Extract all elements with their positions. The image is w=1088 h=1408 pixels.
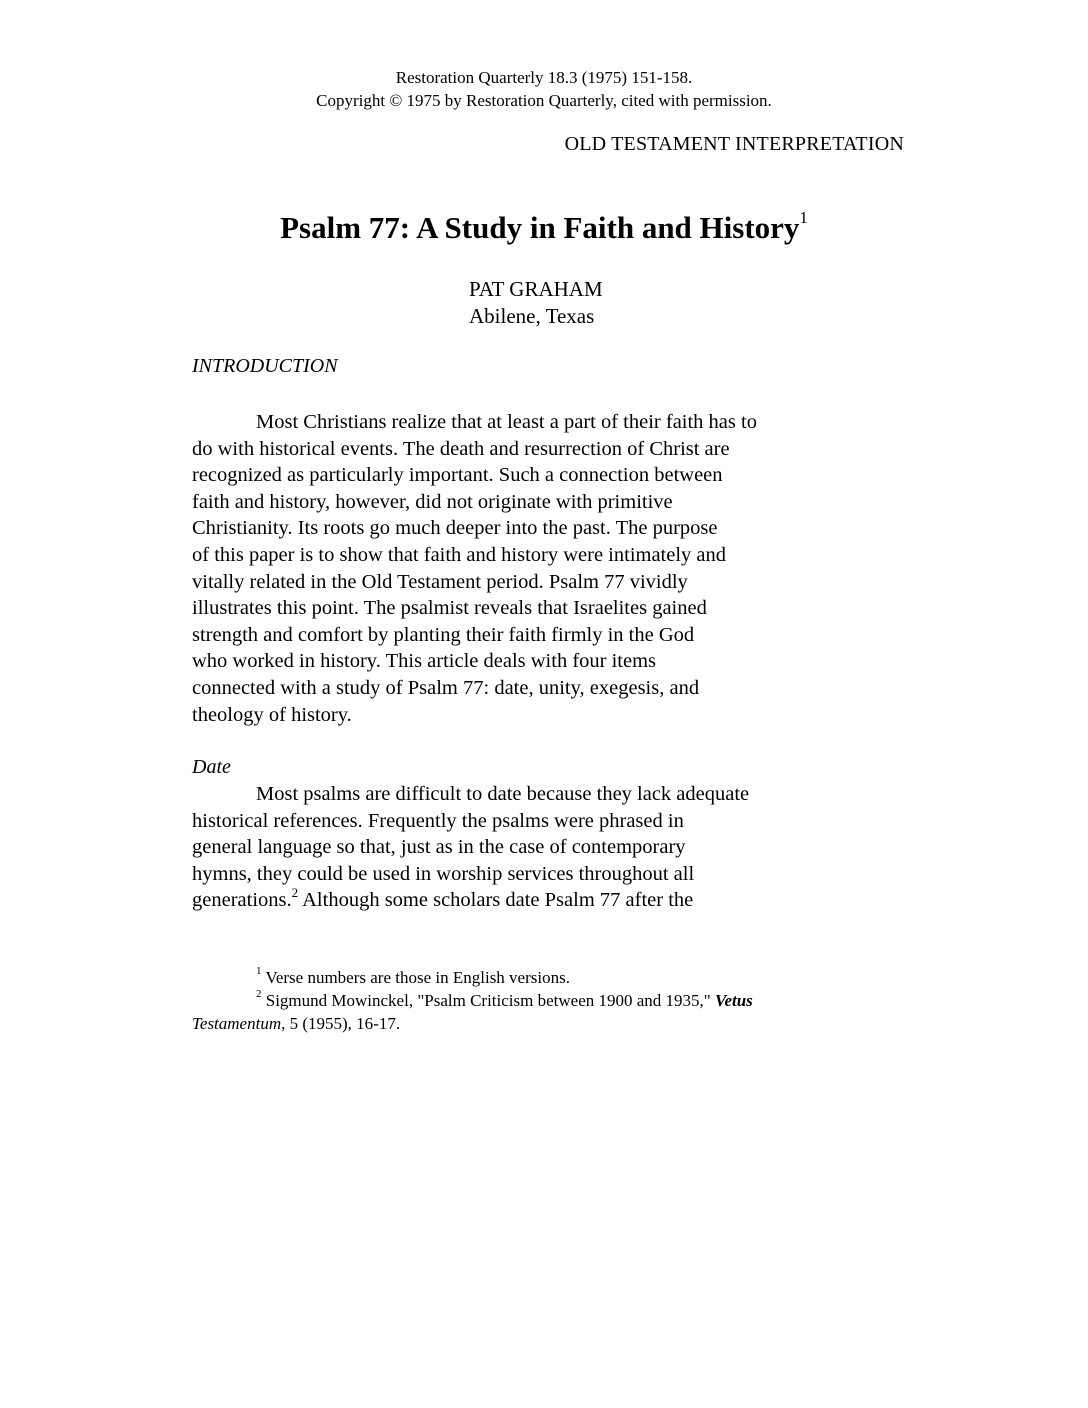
footnote-2 bbox=[192, 989, 842, 1012]
introduction-paragraph bbox=[192, 409, 842, 728]
paragraph-line: of this paper is to show that faith and history were intimately and bbox=[192, 543, 727, 566]
paragraph-line: general language so that, just as in the case of contemporary bbox=[192, 836, 686, 859]
paragraph-line: Most psalms are difficult to date because they lack adequate bbox=[256, 783, 750, 805]
footnote-ref-1[interactable]: 1 bbox=[799, 207, 808, 227]
citation-line: Restoration Quarterly 18.3 (1975) 151-158. bbox=[395, 68, 693, 87]
footnote-text: Verse numbers are those in English versions. bbox=[261, 968, 570, 987]
footnotes bbox=[192, 966, 842, 1035]
author-name: PAT GRAHAM bbox=[469, 277, 603, 301]
date-paragraph bbox=[192, 781, 842, 914]
line-text: generations. bbox=[192, 889, 292, 912]
paragraph-line: hymns, they could be used in worship services throughout all bbox=[192, 862, 695, 885]
section-label: OLD TESTAMENT INTERPRETATION bbox=[564, 133, 904, 155]
copyright-line: Copyright © 1975 by Restoration Quarterly, cited with permission. bbox=[316, 91, 772, 110]
footnote-ref-2[interactable]: 2 bbox=[291, 884, 299, 900]
footnote-1 bbox=[192, 966, 842, 989]
paragraph-line: historical references. Frequently the psalms were phrased in bbox=[192, 809, 684, 832]
paragraph-line: do with historical events. The death and resurrection of Christ are bbox=[192, 437, 730, 460]
paragraph-line: vitally related in the Old Testament period. Psalm 77 vividly bbox=[192, 570, 688, 593]
paragraph-line: recognized as particularly important. Such a connection between bbox=[192, 464, 723, 487]
paragraph-line: Most Christians realize that at least a part of their faith has to bbox=[256, 411, 757, 433]
paragraph-line: who worked in history. This article deals with four items bbox=[192, 650, 657, 673]
footnote-marker: 2 bbox=[256, 988, 262, 1001]
paragraph-line: faith and history, however, did not originate with primitive bbox=[192, 490, 673, 513]
footnote-marker: 1 bbox=[256, 965, 262, 978]
journal-name: Testamentum bbox=[192, 1014, 282, 1033]
article-title-text: Psalm 77: A Study in Faith and History bbox=[280, 210, 800, 245]
paragraph-line: illustrates this point. The psalmist reveals that Israelites gained bbox=[192, 597, 707, 620]
article-title bbox=[0, 207, 1088, 246]
line-text: Although some scholars date Psalm 77 after the bbox=[298, 889, 694, 912]
footnote-text: , 5 (1955), 16-17. bbox=[281, 1014, 401, 1033]
paragraph-line: strength and comfort by planting their faith firmly in the God bbox=[192, 623, 695, 646]
paragraph-line: theology of history. bbox=[192, 703, 352, 726]
footnote-2-continued bbox=[192, 1012, 842, 1035]
paragraph-line: connected with a study of Psalm 77: date, unity, exegesis, and bbox=[192, 676, 700, 699]
footnote-text: Sigmund Mowinckel, "Psalm Criticism between 1900 and 1935," bbox=[261, 991, 715, 1010]
author-location: Abilene, Texas bbox=[469, 304, 595, 328]
journal-name: Vetus bbox=[714, 991, 753, 1010]
paragraph-line: Christianity. Its roots go much deeper into the past. The purpose bbox=[192, 517, 718, 540]
date-heading: Date bbox=[192, 756, 231, 778]
paragraph-line bbox=[192, 884, 842, 914]
introduction-heading: INTRODUCTION bbox=[192, 355, 338, 377]
